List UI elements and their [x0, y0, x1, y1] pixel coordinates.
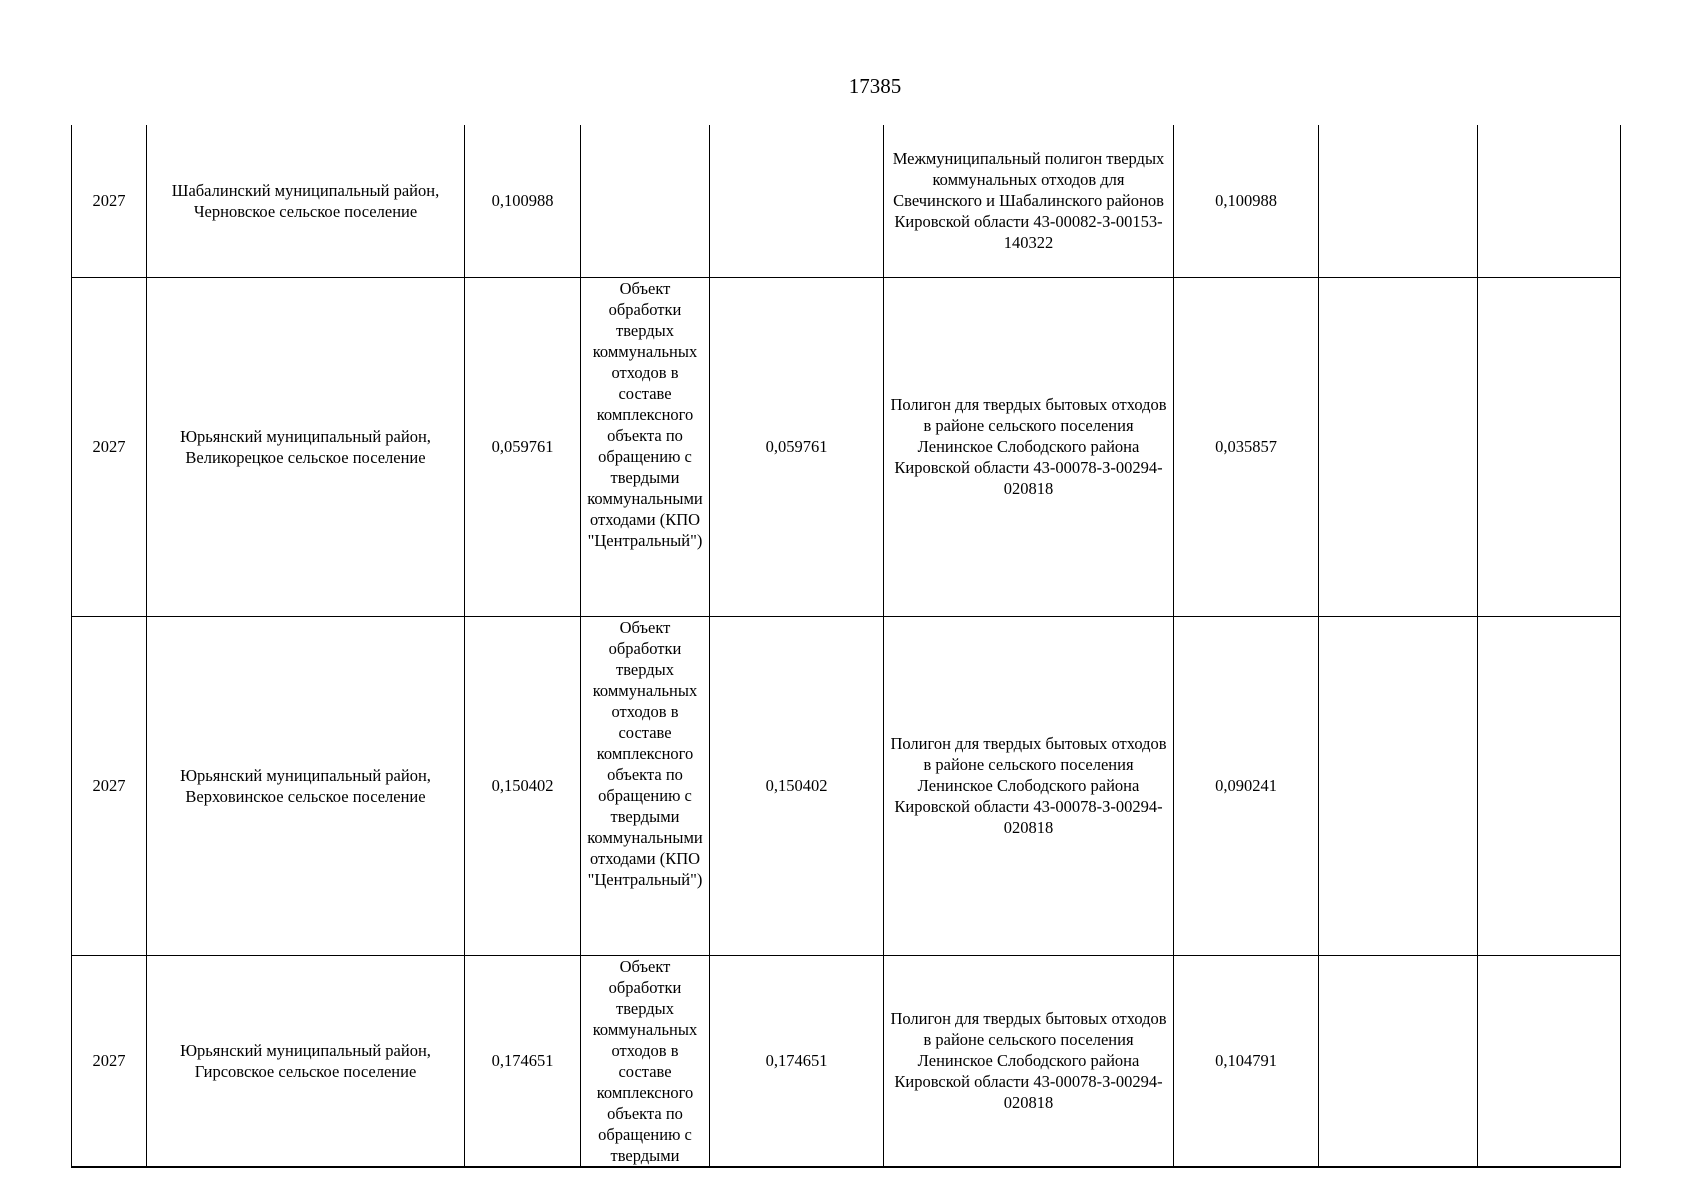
disposal-object-cell: Межмуниципальный полигон твердых коммунальных отходов для Свечинского и Шабалинского районов Кировской области 43-00082-З-00153-140322 [884, 125, 1174, 277]
territory-cell: Юрьянский муниципальный район, Великорецкое сельское поселение [147, 277, 465, 616]
disposal-volume-cell: 0,090241 [1174, 616, 1319, 955]
processing-volume-cell: 0,150402 [710, 616, 884, 955]
volume-cell: 0,174651 [465, 955, 581, 1167]
territory-cell: Юрьянский муниципальный район, Верховинское сельское поселение [147, 616, 465, 955]
empty-cell [1319, 955, 1478, 1167]
disposal-object-cell: Полигон для твердых бытовых отходов в районе сельского поселения Ленинское Слободского района Кировской области 43-00078-З-00294-020818 [884, 277, 1174, 616]
territory-cell: Юрьянский муниципальный район, Гирсовское сельское поселение [147, 955, 465, 1167]
table-row [72, 616, 1621, 955]
year-cell: 2027 [72, 955, 147, 1167]
disposal-volume-cell: 0,104791 [1174, 955, 1319, 1167]
processing-volume-cell: 0,059761 [710, 277, 884, 616]
table-row [72, 125, 1621, 277]
page-number: 17385 [848, 74, 902, 98]
empty-cell [1478, 277, 1621, 616]
disposal-volume-cell: 0,100988 [1174, 125, 1319, 277]
empty-cell [1478, 125, 1621, 277]
territory-cell: Шабалинский муниципальный район, Черновское сельское поселение [147, 125, 465, 277]
year-cell: 2027 [72, 616, 147, 955]
volume-cell: 0,059761 [465, 277, 581, 616]
volume-cell: 0,150402 [465, 616, 581, 955]
waste-flow-table [71, 125, 1621, 1168]
disposal-volume-cell: 0,035857 [1174, 277, 1319, 616]
year-cell: 2027 [72, 277, 147, 616]
processing-object-cell: Объект обработки твердых коммунальных отходов в составе комплексного объекта по обращению с твердыми коммунальными отходами (КПО "Центральный") [581, 616, 710, 955]
empty-cell [1478, 955, 1621, 1167]
empty-cell [1478, 616, 1621, 955]
disposal-object-cell: Полигон для твердых бытовых отходов в районе сельского поселения Ленинское Слободского района Кировской области 43-00078-З-00294-020818 [884, 955, 1174, 1167]
processing-object-cell: Объект обработки твердых коммунальных отходов в составе комплексного объекта по обращению с твердыми [581, 955, 710, 1167]
volume-cell: 0,100988 [465, 125, 581, 277]
processing-volume-cell [710, 125, 884, 277]
disposal-object-cell: Полигон для твердых бытовых отходов в районе сельского поселения Ленинское Слободского района Кировской области 43-00078-З-00294-020818 [884, 616, 1174, 955]
table-row [72, 277, 1621, 616]
empty-cell [1319, 125, 1478, 277]
empty-cell [1319, 277, 1478, 616]
table-row [72, 955, 1621, 1167]
year-cell: 2027 [72, 125, 147, 277]
processing-object-cell [581, 125, 710, 277]
processing-volume-cell: 0,174651 [710, 955, 884, 1167]
empty-cell [1319, 616, 1478, 955]
processing-object-cell: Объект обработки твердых коммунальных отходов в составе комплексного объекта по обращению с твердыми коммунальными отходами (КПО "Центральный") [581, 277, 710, 616]
